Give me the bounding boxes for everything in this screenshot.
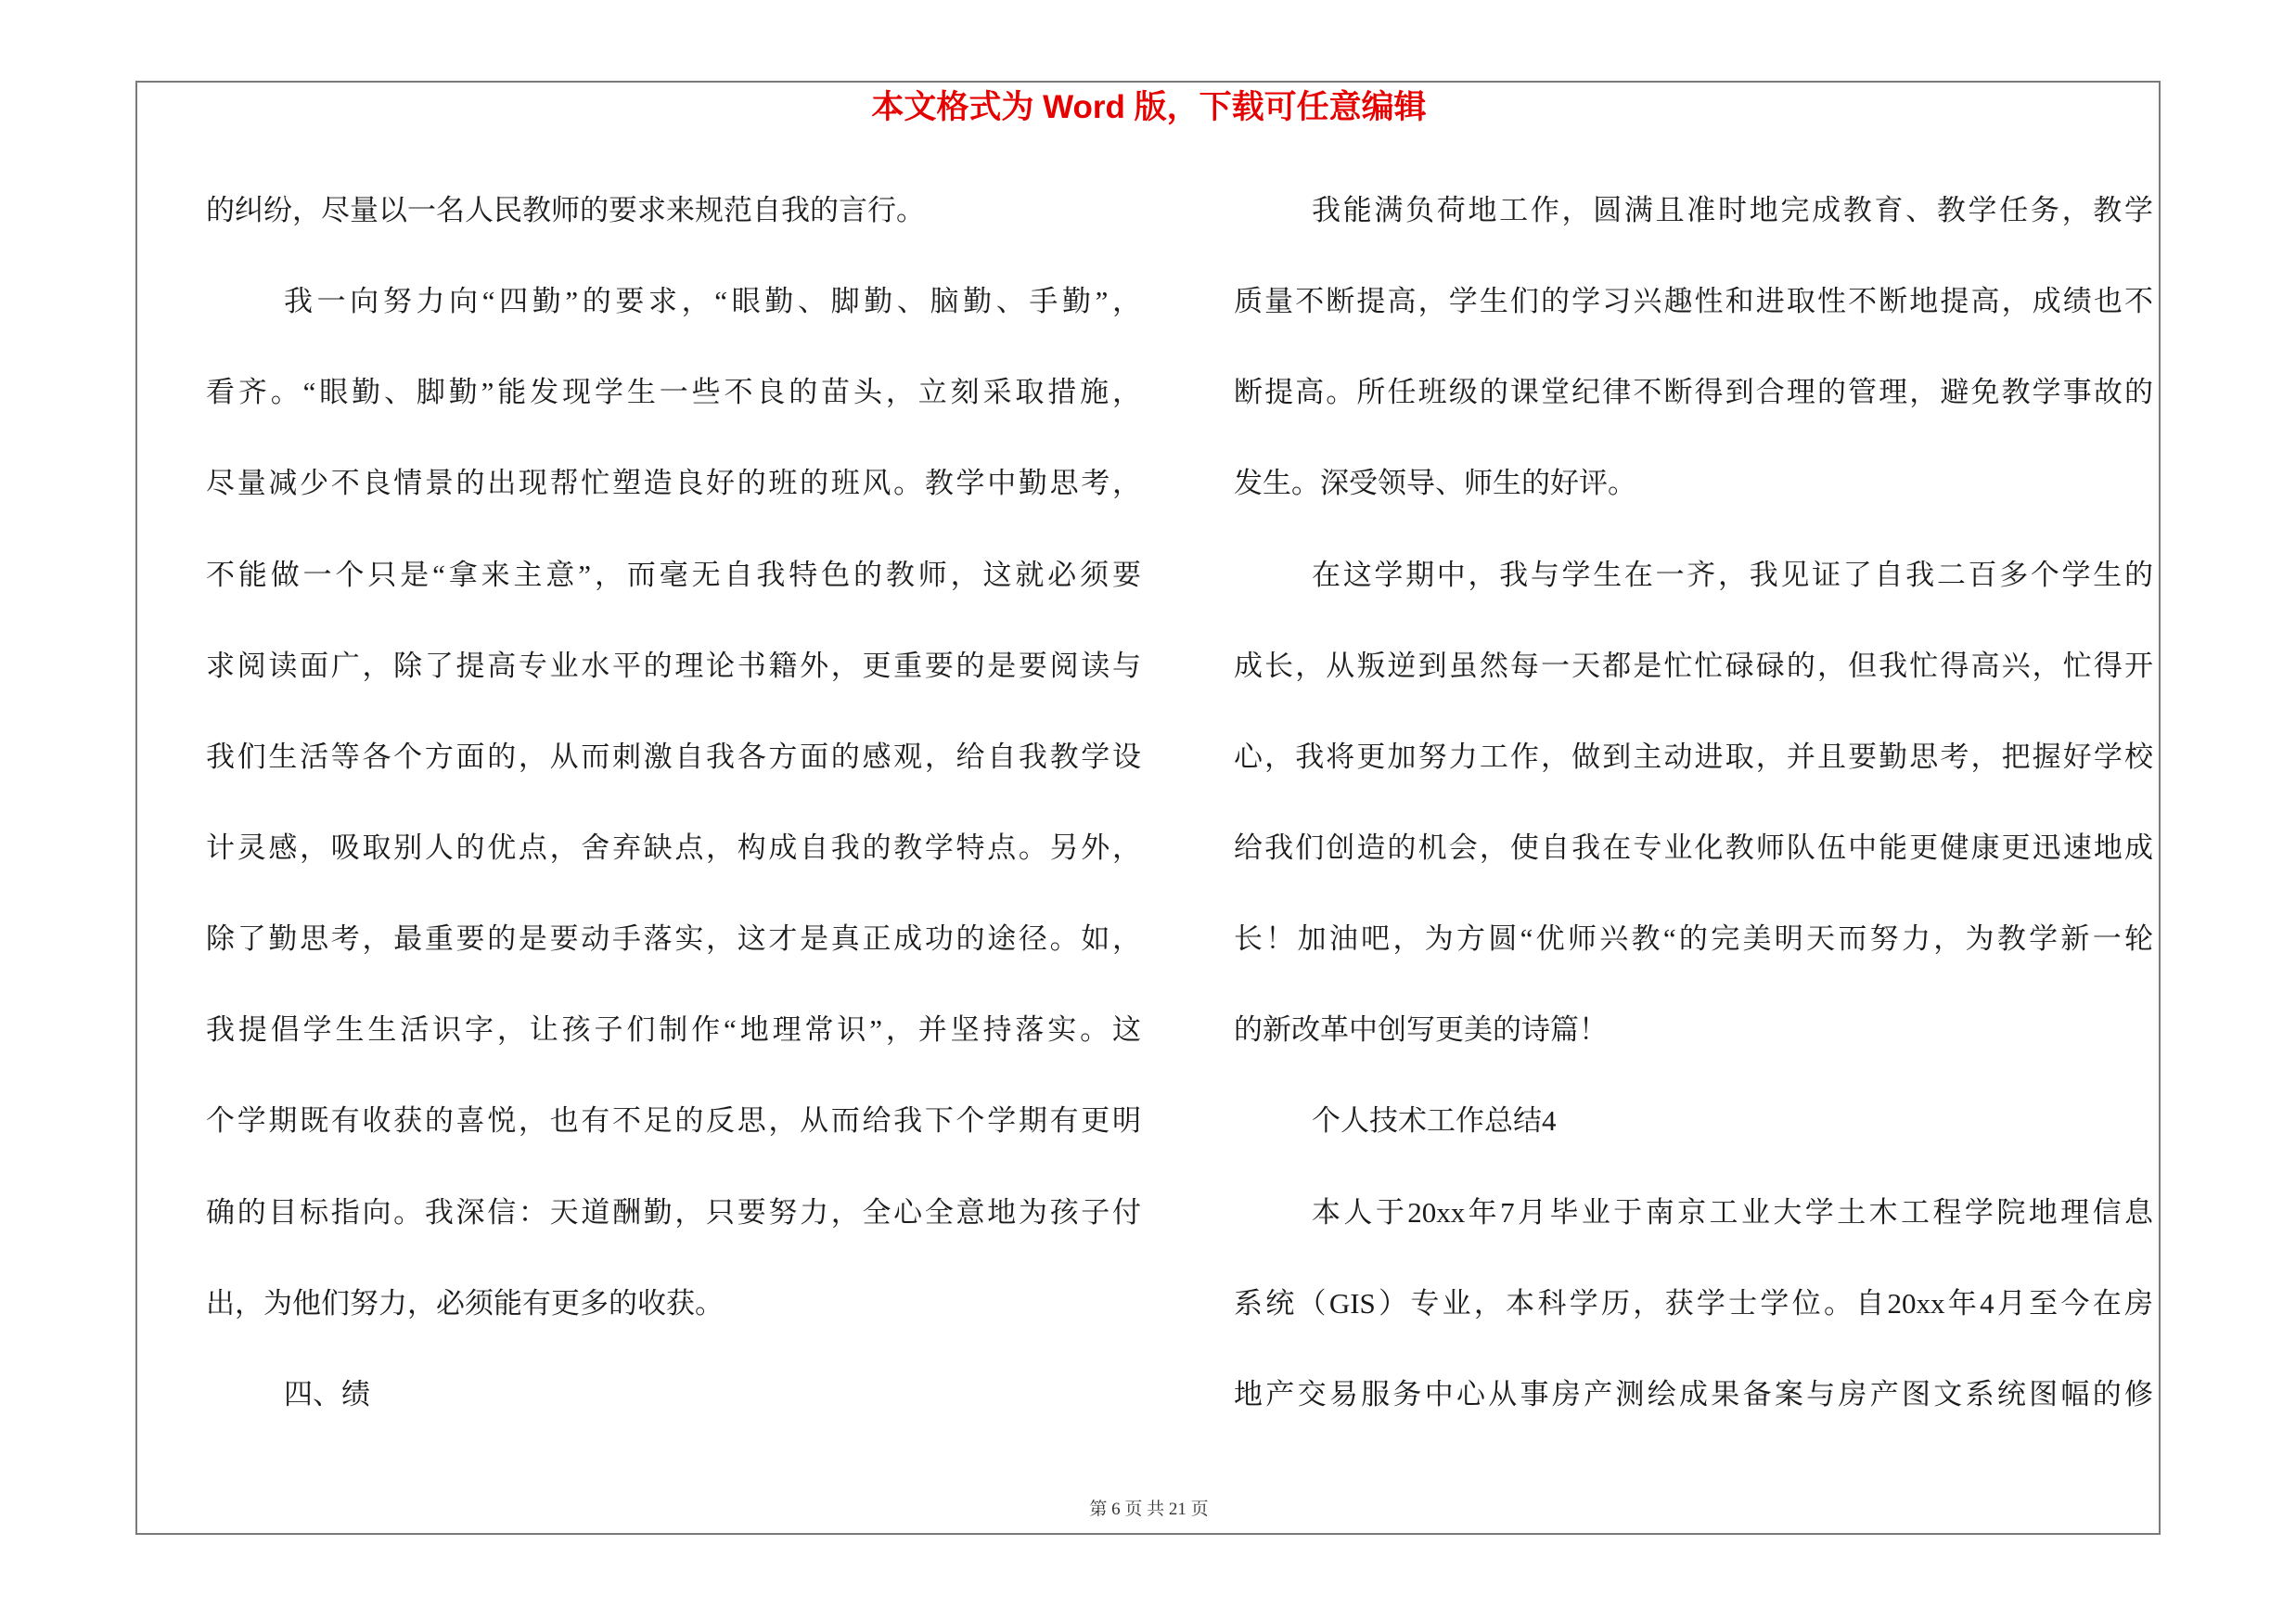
right-line-10: 的新改革中创写更美的诗篇！ xyxy=(1234,1013,1608,1047)
left-line-11: 个学期既有收获的喜悦，也有不足的反思，从而给我下个学期有更明 xyxy=(206,1104,1141,1138)
right-line-14: 地产交易服务中心从事房产测绘成果备案与房产图文系统图幅的修 xyxy=(1234,1377,2153,1410)
left-line-12: 确的目标指向。我深信：天道酬勤，只要努力，全心全意地为孩子付 xyxy=(206,1195,1141,1229)
left-line-7: 我们生活等各个方面的，从而刺激自我各方面的感观，给自我教学设 xyxy=(206,740,1141,773)
left-line-1: 的纠纷，尽量以一名人民教师的要求来规范自我的言行。 xyxy=(206,194,925,226)
format-notice-header: 本文格式为 Word 版，下载可任意编辑 xyxy=(871,89,1427,125)
section-heading-four: 四、绩 xyxy=(284,1377,370,1410)
right-line-3: 断提高。所任班级的课堂纪律不断得到合理的管理，避免教学事故的 xyxy=(1234,376,2153,409)
right-line-12: 本人于20xx年7月毕业于南京工业大学土木工程学院地理信息 xyxy=(1312,1195,2153,1229)
left-line-3: 看齐。“眼勤、脚勤”能发现学生一些不良的苗头，立刻采取措施， xyxy=(206,376,1141,409)
left-line-6: 求阅读面广，除了提高专业水平的理论书籍外，更重要的是要阅读与 xyxy=(206,649,1141,682)
right-line-6: 成长，从叛逆到虽然每一天都是忙忙碌碌的，但我忙得高兴，忙得开 xyxy=(1234,649,2153,682)
right-column xyxy=(1234,165,2153,1440)
right-line-1: 我能满负荷地工作，圆满且准时地完成教育、教学任务，教学 xyxy=(1312,194,2153,226)
right-line-4: 发生。深受领导、师生的好评。 xyxy=(1234,467,1636,500)
left-line-8: 计灵感，吸取别人的优点，舍弃缺点，构成自我的教学特点。另外， xyxy=(206,831,1141,864)
left-line-10: 我提倡学生生活识字，让孩子们制作“地理常识”，并坚持落实。这 xyxy=(206,1013,1141,1047)
left-line-2: 我一向努力向“四勤”的要求，“眼勤、脚勤、脑勤、手勤”， xyxy=(284,285,1141,318)
right-line-8: 给我们创造的机会，使自我在专业化教师队伍中能更健康更迅速地成 xyxy=(1234,831,2153,864)
page-number-footer: 第 6 页 共 21 页 xyxy=(1089,1500,1209,1519)
left-column xyxy=(206,165,1141,1440)
right-line-9: 长！加油吧，为方圆“优师兴教“的完美明天而努力，为教学新一轮 xyxy=(1234,922,2153,956)
right-line-2: 质量不断提高，学生们的学习兴趣性和进取性不断地提高，成绩也不 xyxy=(1234,285,2153,318)
left-line-4: 尽量减少不良情景的出现帮忙塑造良好的班的班风。教学中勤思考， xyxy=(206,467,1141,500)
left-line-5: 不能做一个只是“拿来主意”，而毫无自我特色的教师，这就必须要 xyxy=(206,558,1141,591)
left-line-13: 出，为他们努力，必须能有更多的收获。 xyxy=(206,1286,724,1320)
right-line-5: 在这学期中，我与学生在一齐，我见证了自我二百多个学生的 xyxy=(1312,558,2153,591)
right-line-7: 心，我将更加努力工作，做到主动进取，并且要勤思考，把握好学校 xyxy=(1234,740,2153,773)
section-title-summary-4: 个人技术工作总结4 xyxy=(1312,1104,1557,1138)
right-line-13: 系统（GIS）专业，本科学历，获学士学位。自20xx年4月至今在房 xyxy=(1234,1286,2153,1320)
left-line-9: 除了勤思考，最重要的是要动手落实，这才是真正成功的途径。如， xyxy=(206,922,1141,956)
